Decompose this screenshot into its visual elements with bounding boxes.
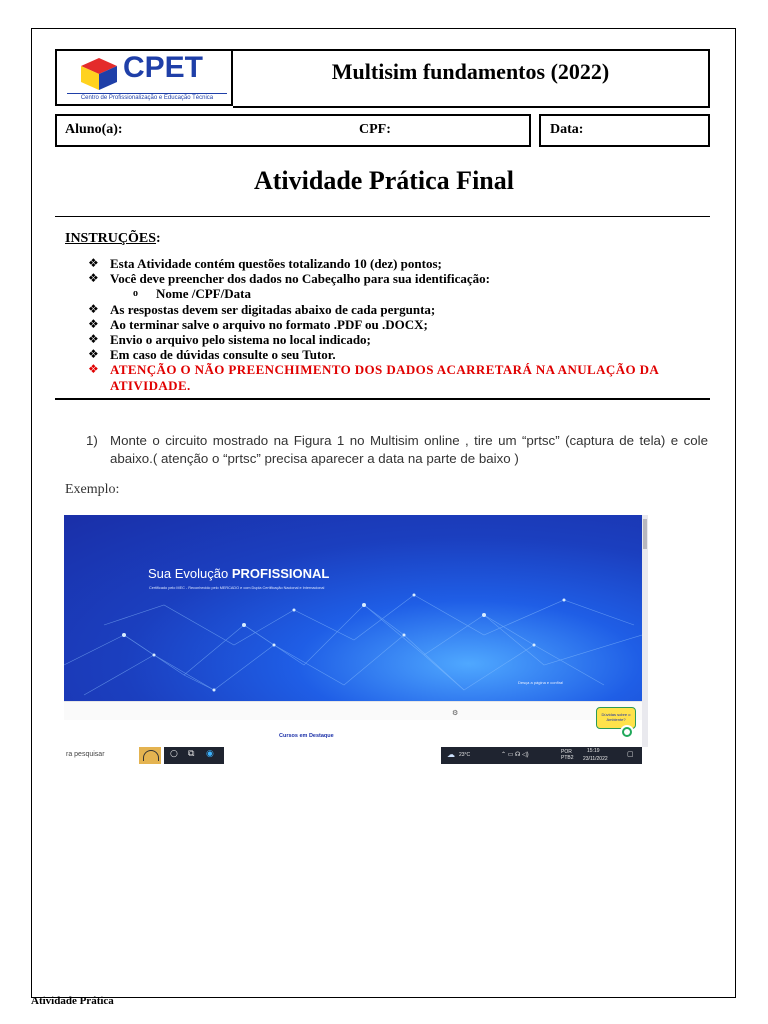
banner-title-normal: Sua Evolução: [148, 566, 232, 581]
instructions-heading-text: INSTRUÇÕES: [65, 231, 157, 246]
instruction-warning: [86, 362, 716, 392]
example-label: Exemplo:: [65, 482, 120, 497]
section-title: Cursos em Destaque: [279, 733, 334, 739]
document-header: [55, 49, 710, 108]
footer-text: Atividade Prática: [31, 995, 114, 1007]
task-view-icon: ⧉: [188, 749, 195, 759]
diamond-bullet-icon: ❖: [88, 256, 99, 270]
logo-subtitle: Centro de Profissionalização e Educação Técnica: [67, 93, 227, 101]
instruction-item: [86, 347, 716, 362]
taskbar-apps: [164, 747, 224, 764]
logo-text: CPET: [123, 51, 204, 84]
diamond-bullet-icon: ❖: [88, 271, 99, 286]
instruction-warning-text: ATENÇÃO O NÃO PREENCHIMENTO DOS DADOS ACARRETARÁ NA ANULAÇÃO DA ATIVIDADE.: [110, 362, 659, 393]
banner-subtitle: Certificado pelo MEC - Reconhecido pelo MERCADO e com Dupla Certificação Nacional e Internacional: [149, 586, 325, 590]
gauge-icon: [139, 747, 161, 764]
chat-icon: [620, 725, 634, 739]
course-title-cell: [233, 49, 710, 108]
weather-icon: ☁: [447, 750, 455, 759]
language-indicator: POR PTB2: [561, 749, 574, 761]
circle-bullet-icon: o: [133, 288, 138, 300]
diamond-bullet-icon: ❖: [88, 347, 99, 362]
diamond-bullet-icon: ❖: [88, 332, 99, 347]
screenshot-nav-strip: [64, 701, 642, 720]
instruction-text: Envio o arquivo pelo sistema no local indicado;: [110, 332, 371, 348]
banner-cta: Desça a página e confira!: [518, 680, 564, 685]
student-label: Aluno(a):: [65, 122, 123, 137]
divider-bottom: [55, 398, 710, 400]
logo-cell: [55, 49, 233, 106]
date-label: Data:: [550, 122, 584, 137]
student-field[interactable]: [55, 114, 531, 147]
instruction-text: Você deve preencher dos dados no Cabeçalho para sua identificação:: [110, 271, 491, 287]
tray-icons: ⌃ ▭ ☊ ◁): [501, 752, 529, 758]
question-1: [86, 432, 708, 468]
instructions-list: [86, 256, 716, 393]
instruction-item: [86, 332, 716, 347]
banner-image: [64, 515, 642, 701]
instruction-text: Esta Atividade contém questões totalizando 10 (dez) pontos;: [110, 256, 442, 271]
banner-title: [148, 566, 329, 581]
course-title: Multisim fundamentos (2022): [331, 59, 610, 84]
clock-time: 15:19: [587, 748, 600, 754]
screenshot-scrollbar: [642, 515, 648, 747]
notification-icon: ▢: [627, 751, 634, 758]
divider-top: [55, 216, 710, 217]
main-title: Atividade Prática Final: [254, 166, 514, 195]
question-number: 1): [86, 433, 98, 448]
cortana-icon: ○: [170, 749, 178, 759]
taskbar-tray: [441, 747, 642, 764]
edge-icon: ◉: [206, 749, 214, 759]
instructions-heading: [65, 231, 161, 247]
clock-date: 23/11/2022: [583, 756, 608, 762]
instruction-item: [86, 317, 716, 332]
instruction-item: [86, 256, 716, 271]
instruction-text: As respostas devem ser digitadas abaixo de cada pergunta;: [110, 301, 436, 317]
instruction-item: [86, 302, 716, 317]
example-screenshot: [64, 515, 648, 764]
date-field[interactable]: [539, 114, 710, 147]
question-text: Monte o circuito mostrado na Figura 1 no Multisim online , tire um “prtsc” (captura de tela) e cole abaixo.( atenção o “prtsc” precisa aparecer a data na parte de baixo ): [110, 433, 708, 466]
network-pattern-icon: [64, 515, 642, 701]
cpet-logo-icon: [79, 56, 119, 92]
instruction-subitem: [86, 286, 716, 301]
instruction-text: Em caso de dúvidas consulte o seu Tutor.: [110, 347, 336, 363]
weather-text: 23°C: [459, 752, 471, 758]
diamond-bullet-icon: ❖: [88, 316, 99, 331]
taskbar-search-text: ra pesquisar: [66, 751, 105, 758]
help-bubble: Dúvidas sobre o Ambiente?: [596, 707, 636, 729]
diamond-bullet-icon: ❖: [88, 362, 100, 377]
instruction-item: [86, 271, 716, 286]
settings-icon: ⚙: [452, 709, 459, 717]
cpf-label: CPF:: [359, 122, 391, 137]
instruction-text: Ao terminar salve o arquivo no formato .PDF ou .DOCX;: [110, 316, 428, 332]
banner-title-bold: PROFISSIONAL: [231, 566, 330, 581]
diamond-bullet-icon: ❖: [88, 301, 99, 316]
instructions-heading-colon: :: [156, 231, 161, 246]
instruction-text: Nome /CPF/Data: [156, 286, 251, 302]
